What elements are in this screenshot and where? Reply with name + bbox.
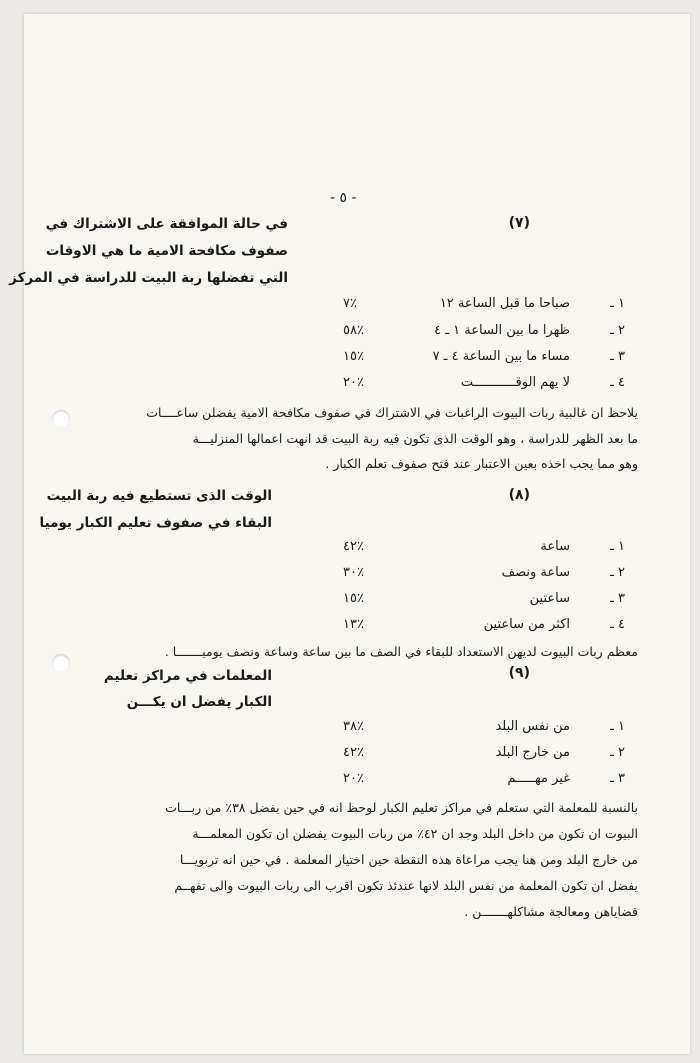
section-7-number: (٧) <box>508 215 530 231</box>
section-9-item-2-label: من خارج البلد <box>495 745 570 760</box>
section-8-heading-line-1: الوقت الذى تستطيع فيه ربة البيت <box>46 488 272 504</box>
section-9-heading-line-2: الكبار يفضل ان يكـــن <box>126 694 272 710</box>
section-7-item-1-label: صباحا ما قبل الساعة ١٢ <box>439 296 570 311</box>
section-7-heading-line-2: صفوف مكافحة الامية ما هي الاوقات <box>45 243 288 259</box>
section-8-heading-line-2: البقاء في صفوف تعليم الكبار يوميا <box>39 515 272 531</box>
section-9-item-2-percent: ٤٢٪ <box>343 745 364 760</box>
section-7-heading-line-3: التي تفضلها ربة البيت للدراسة في المركز <box>9 270 288 286</box>
punch-hole-top <box>52 410 70 428</box>
section-8-number: (٨) <box>508 487 530 503</box>
section-9-note-line-2: البيوت ان تكون من داخل البلد وجد ان ٤٢٪ من ربات البيوت يفضلن ان تكون المعلمـــة <box>192 826 638 841</box>
section-8-item-4-number: ٤ ـ <box>610 617 625 632</box>
section-9-item-1-percent: ٣٨٪ <box>343 719 364 734</box>
section-9-number: (٩) <box>508 665 530 681</box>
section-7-note-line-1: يلاحظ ان غالبية ربات البيوت الراغبات في الاشتراك في صفوف مكافحة الامية يفضلن ساعــــات <box>146 405 638 420</box>
section-9-item-1-label: من نفس البلد <box>495 719 570 734</box>
section-8-item-3-percent: ١٥٪ <box>343 591 364 606</box>
document-page <box>24 14 690 1054</box>
section-8-item-4-label: اكثر من ساعتين <box>483 617 570 632</box>
section-7-heading-line-1: في حالة الموافقة على الاشتراك في <box>45 216 288 232</box>
section-8-item-4-percent: ١٣٪ <box>343 617 364 632</box>
punch-hole-bottom <box>52 654 70 672</box>
section-7-item-3-percent: ١٥٪ <box>343 349 364 364</box>
section-7-item-4-number: ٤ ـ <box>610 375 625 390</box>
section-9-note-line-1: بالنسبة للمعلمة التي ستعلم في مراكز تعليم الكبار لوحظ انه في حين يفضل ٣٨٪ من ربـــات <box>165 800 638 815</box>
section-8-item-2-percent: ٣٠٪ <box>343 565 364 580</box>
section-9-note-line-3: من خارج البلد ومن هنا يجب مراعاة هذه النقطة حين اختيار المعلمة . في حين انه تربويـــا <box>179 852 638 867</box>
section-8-item-2-label: ساعة ونصف <box>501 565 570 580</box>
section-7-note-line-3: وهو مما يجب اخذه بعين الاعتبار عند فتح صفوف تعلم الكبار . <box>325 456 638 471</box>
section-8-item-2-number: ٢ ـ <box>610 565 625 580</box>
section-7-item-3-label: مساء ما بين الساعة ٤ ـ ٧ <box>432 349 570 364</box>
section-7-item-4-label: لا يهم الوقـــــــــــت <box>460 375 570 390</box>
section-7-note-line-2: ما بعد الظهر للدراسة ، وهو الوقت الذى تكون فيه ربة البيت قد انهت اعمالها المنزليـــة <box>192 431 638 446</box>
section-8-item-1-label: ساعة <box>540 539 570 554</box>
section-7-item-2-number: ٢ ـ <box>610 323 625 338</box>
section-9-item-3-number: ٣ ـ <box>610 771 625 786</box>
section-9-note-line-5: قضاياهن ومعالجة مشاكلهـــــــن . <box>464 904 638 919</box>
page-number: - ٥ - <box>330 190 357 206</box>
section-7-item-1-number: ١ ـ <box>610 296 625 311</box>
section-7-item-4-percent: ٢٠٪ <box>343 375 364 390</box>
section-9-item-3-percent: ٢٠٪ <box>343 771 364 786</box>
section-7-item-2-label: ظهرا ما بين الساعة ١ ـ ٤ <box>434 323 570 338</box>
section-8-item-1-percent: ٤٢٪ <box>343 539 364 554</box>
section-9-item-1-number: ١ ـ <box>610 719 625 734</box>
section-7-item-2-percent: ٥٨٪ <box>343 323 364 338</box>
section-7-item-1-percent: ٧٪ <box>343 296 357 311</box>
section-9-note-line-4: يفضل ان تكون المعلمة من نفس البلد لانها عندئذ تكون اقرب الى ربات البيوت والى تفهــم <box>174 878 638 893</box>
section-8-item-1-number: ١ ـ <box>610 539 625 554</box>
section-8-item-3-number: ٣ ـ <box>610 591 625 606</box>
section-8-note: معظم ربات البيوت لديهن الاستعداد للبقاء في الصف ما بين ساعة وساعة ونصف يوميـــــــا . <box>164 644 638 659</box>
section-9-item-3-label: غير مهـــــم <box>507 771 570 786</box>
section-7-item-3-number: ٣ ـ <box>610 349 625 364</box>
section-8-item-3-label: ساعتين <box>529 591 570 606</box>
section-9-item-2-number: ٢ ـ <box>610 745 625 760</box>
section-9-heading-line-1: المعلمات في مراكز تعليم <box>103 668 272 684</box>
